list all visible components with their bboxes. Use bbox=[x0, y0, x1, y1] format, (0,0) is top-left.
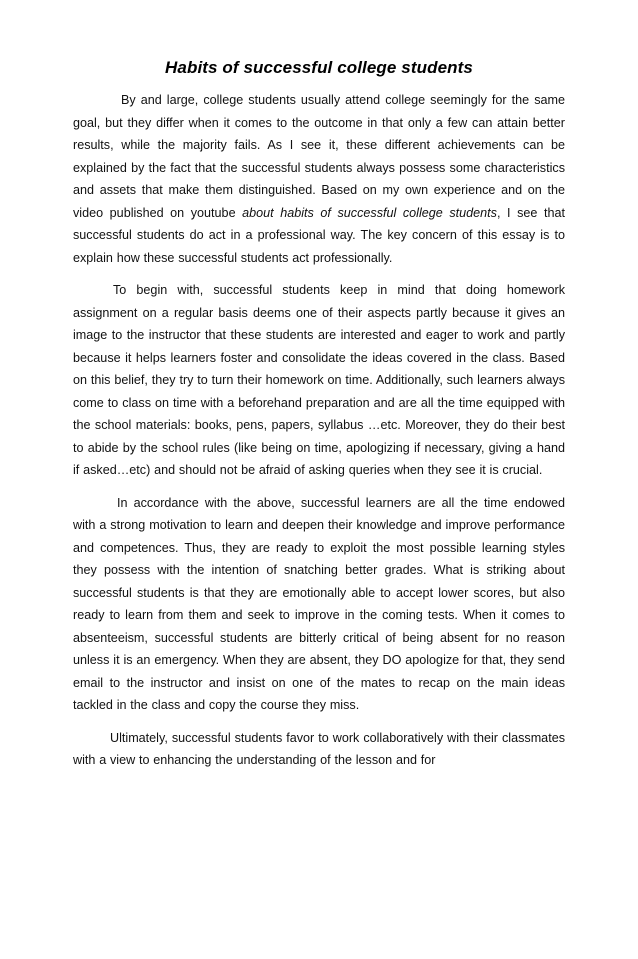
paragraph-introduction-text-start: By and large, college students usually attend college seemingly for the same goal, but they differ when it comes to the outcome in that only a few can attain better results, while the majority fails. As I see it, these different achievements can be explained by the fact that the successful students always possess some characteristics and assets that make them distinguished. Based on my own experience and on the video published on youtube bbox=[73, 93, 565, 220]
page-title: Habits of successful college students bbox=[165, 58, 473, 77]
paragraph-homework-and-preparation: To begin with, successful students keep in mind that doing homework assignment on a regular basis deems one of their aspects partly because it gives an image to the instructor that these students are interested and eager to work and partly because it helps learners foster and consolidate the ideas covered in the class. Based on this belief, they try to turn their homework on time. Additionally, such learners always come to class on time with a beforehand preparation and are all the time equipped with the school materials: books, pens, papers, syllabus …etc. Moreover, they do their best to abide by the school rules (like being on time, apologizing if necessary, giving a hand if asked…etc) and should not be afraid of asking queries when they see it is crucial. bbox=[73, 283, 565, 477]
document-page bbox=[0, 56, 638, 959]
paragraph-introduction-text-end: , I see that successful students do act in a professional way. The key concern of this essay is to explain how these successful students act professionally. bbox=[73, 205, 565, 265]
paragraph-motivation-and-attendance: In accordance with the above, successful learners are all the time endowed with a strong motivation to learn and deepen their knowledge and improve performance and competences. Thus, they are ready to exploit the most possible learning styles they possess with the intention of snatching better grades. What is striking about successful students is that they are emotionally able to accept lower scores, but also ready to learn from them and seek to improve in the coming tests. When it comes to absenteeism, successful students are bitterly critical of being absent for no reason unless it is an emergency. When they are absent, they DO apologize for that, they send email to the instructor and insist on one of the mates to recap on the main ideas tackled in the class and copy the course they miss. bbox=[73, 495, 565, 712]
paragraph-introduction bbox=[73, 89, 565, 269]
paragraph-collaboration: Ultimately, successful students favor to work collaboratively with their classmates with a view to enhancing the understanding of the lesson and for bbox=[73, 730, 565, 767]
video-title-italic: about habits of successful college students bbox=[242, 205, 497, 220]
